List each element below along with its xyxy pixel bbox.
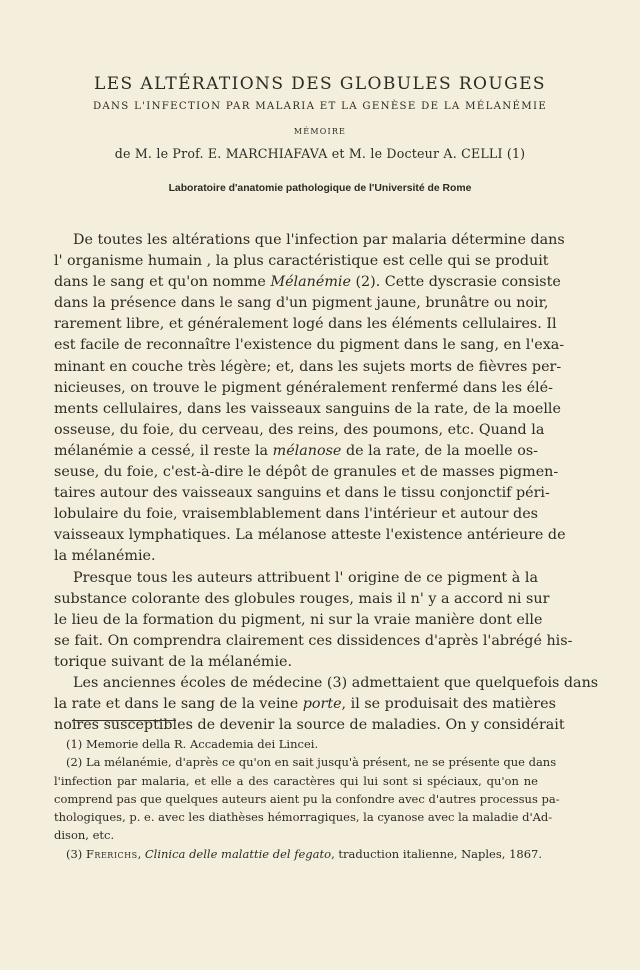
- footnote-2-line: thologiques, p. e. avec les diathèses hémorragiques, la cyanose avec la maladie d'Ad-: [54, 810, 553, 825]
- italic-term: Mélanémie: [270, 274, 351, 291]
- text-line: est facile de reconnaître l'existence du pigment dans le sang, en l'exa-: [54, 337, 565, 354]
- text-line: lobulaire du foie, vraisemblablement dans l'intérieur et autour des: [54, 506, 538, 523]
- author-name: Frerichs: [85, 846, 138, 861]
- text-line: dans la présence dans le sang d'un pigment jaune, brunâtre ou noir,: [54, 295, 549, 312]
- footnote-2-line: l'infection par malaria, et elle a des caractères qui lui sont si spéciaux, qu'on ne: [54, 773, 538, 788]
- text-line: Les anciennes écoles de médecine (3) admettaient que quelquefois dans: [73, 674, 599, 691]
- text-line: substance colorante des globules rouges, mais il n' y a accord ni sur: [54, 590, 550, 607]
- body-text: [54, 230, 599, 736]
- text-line: De toutes les altérations que l'infection par malaria détermine dans: [73, 232, 565, 248]
- text-line: rarement libre, et généralement logé dans les éléments cellulaires. Il: [54, 316, 557, 333]
- paragraph-3: [54, 673, 599, 736]
- paragraph-1: [54, 230, 566, 568]
- footnotes: [54, 735, 560, 863]
- article-title: LES ALTÉRATIONS DES GLOBULES ROUGES: [94, 74, 546, 94]
- laboratory-line: Laboratoire d'anatomie pathologique de l'Université de Rome: [168, 183, 472, 194]
- text-line: nicieuses, on trouve le pigment généralement renfermé dans les élé-: [54, 379, 553, 396]
- text-line: mélanémie a cessé, il reste la mélanose de la rate, de la moelle os-: [54, 442, 538, 459]
- text-line: la rate et dans le sang de la veine porte, il se produisait des matières: [54, 696, 556, 713]
- book-title: Clinica delle malattie del fegato: [144, 846, 332, 861]
- text-line: Presque tous les auteurs attribuent l' origine de ce pigment à la: [73, 569, 538, 586]
- footnote-2-line: dison, etc.: [54, 828, 115, 843]
- text-line: le lieu de la formation du pigment, ni sur la vraie manière dont elle: [54, 611, 543, 628]
- footnote-1: (1) Memorie della R. Accademia dei Lincei.: [66, 737, 319, 751]
- text-line: se fait. On comprendra clairement ces dissidences d'après l'abrégé his-: [54, 632, 573, 649]
- text-line: minant en couche très légère; et, dans les sujets morts de fièvres per-: [54, 358, 562, 375]
- footnote-2-line: (2) La mélanémie, d'après ce qu'on en sait jusqu'à présent, ne se présente que dans: [66, 755, 557, 770]
- footnote-2-line: comprend pas que quelques auteurs aient pu la confondre avec d'autres processus pa-: [54, 791, 560, 806]
- italic-term: mélanose: [272, 442, 342, 459]
- footnote-rule: [72, 720, 176, 721]
- footnote-3: (3) Frerichs, Clinica delle malattie del fegato, traduction italienne, Naples, 1867.: [66, 846, 542, 861]
- text-line: ments cellulaires, dans les vaisseaux sanguins de la rate, de la moelle: [54, 400, 561, 417]
- authors-line: de M. le Prof. E. MARCHIAFAVA et M. le Docteur A. CELLI (1): [114, 146, 526, 161]
- text-line: taires autour des vaisseaux sanguins et dans le tissu conjonctif péri-: [54, 485, 550, 502]
- text-line: l' organisme humain , la plus caractéristique est celle qui se produit: [54, 253, 549, 270]
- text-line: torique suivant de la mélanémie.: [54, 653, 293, 670]
- paragraph-2: [54, 568, 573, 673]
- text-line: osseuse, du foie, du cerveau, des reins, des poumons, etc. Quand la: [54, 421, 545, 438]
- italic-term: porte: [302, 696, 342, 713]
- text-line: vaisseaux lymphatiques. La mélanose atteste l'existence antérieure de: [54, 527, 566, 544]
- text-line: seuse, du foie, c'est-à-dire le dépôt de granules et de masses pigmen-: [54, 464, 559, 481]
- article-subtitle: DANS L'INFECTION PAR MALARIA ET LA GENÈSE DE LA MÉLANÉMIE: [92, 101, 548, 112]
- memoire-label: MÉMOIRE: [293, 127, 347, 136]
- text-line: la mélanémie.: [54, 548, 156, 565]
- text-line: noires susceptibles de devenir la source de maladies. On y considérait: [54, 717, 565, 734]
- text-line: dans le sang et qu'on nomme Mélanémie (2). Cette dyscrasie consiste: [54, 274, 561, 291]
